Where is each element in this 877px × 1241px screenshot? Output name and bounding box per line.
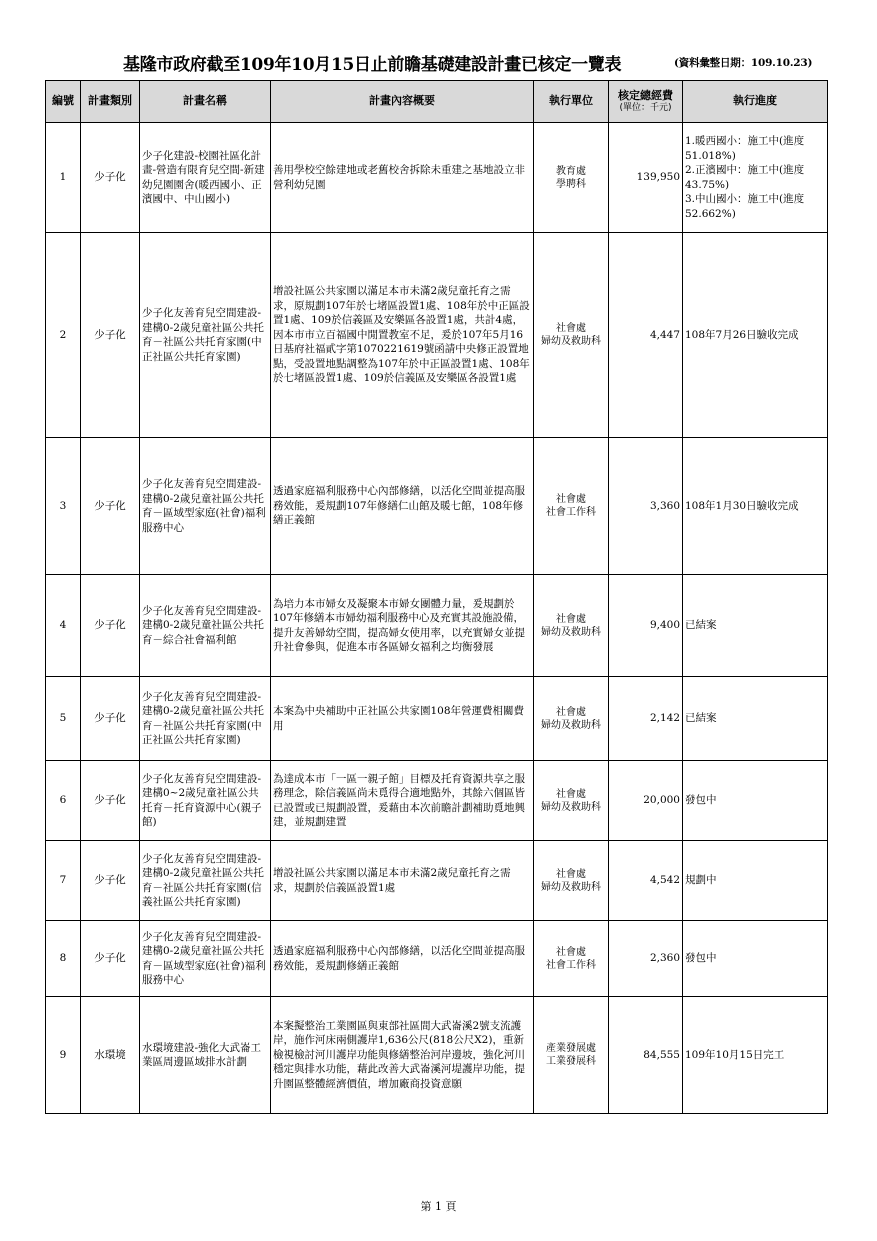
row-unit-section: 社會工作科 [546,959,596,971]
row-summary: 透過家庭福利服務中心內部修繕，以活化空間並提高服務效能，爰規劃107年修繕仁山館及暖七館，108年修繕正義館 [271,438,534,575]
row-summary: 為達成本市「一區一親子館」目標及托育資源共享之服務理念，除信義區尚未覓得合適地點外，其餘六個區皆已設置或已規劃設置，爰藉由本次前瞻計劃補助覓地興建，並規劃建置 [271,761,534,841]
table-row [46,233,828,438]
page-title: 基隆市政府截至109年10月15日止前瞻基礎建設計畫已核定一覽表 [123,55,622,75]
table-row [46,575,828,677]
row-budget: 20,000 [609,761,683,841]
row-number: 8 [46,921,81,997]
row-unit-section: 婦幼及救助科 [541,801,601,813]
row-progress-item: 108年1月30日驗收完成 [685,499,799,512]
header-budget [609,81,683,123]
row-category: 少子化 [81,761,140,841]
row-number: 5 [46,677,81,761]
row-number: 7 [46,841,81,921]
row-progress [683,677,828,761]
table-body [46,123,828,1114]
row-summary: 透過家庭福利服務中心內部修繕，以活化空間並提高服務效能，爰規劃修繕正義館 [271,921,534,997]
row-number: 2 [46,233,81,438]
row-unit-section: 婦幼及救助科 [541,626,601,638]
row-project-name: 少子化友善育兒空間建設-建構0-2歲兒童社區公共托育－社區公共托育家園(中正社區公共托育家園) [140,233,271,438]
project-table [45,80,828,1114]
row-unit [534,677,609,761]
row-project-name: 少子化友善育兒空間建設-建構0-2歲兒童社區公共托育－社區公共托育家園(信義社區公共托育家園) [140,841,271,921]
row-unit-section: 婦幼及救助科 [541,336,601,347]
row-progress-item: 已結案 [685,712,717,725]
row-category: 少子化 [81,921,140,997]
row-progress [683,921,828,997]
row-progress [683,841,828,921]
row-number: 6 [46,761,81,841]
row-progress-item: 發包中 [685,794,717,807]
row-project-name: 少子化友善育兒空間建設-建構0-2歲兒童社區公共托育－綜合社會福利館 [140,575,271,677]
row-number: 1 [46,123,81,233]
row-progress [683,575,828,677]
row-budget: 139,950 [609,123,683,233]
row-project-name: 水環境建設-強化大武崙工業區周邊區域排水計劃 [140,997,271,1114]
row-category: 水環境 [81,997,140,1114]
row-summary: 本案擬整治工業園區與東部社區間大武崙溪2號支流護岸，施作河床兩側護岸1,636公尺(818公尺X2)，重新檢視檢討河川護岸功能與修繕整治河岸邊坡，強化河川穩定與排水功能，藉此改善大武崙溪河堤護岸功能，提升園區整體經濟價值，增加廠商投資意願 [271,997,534,1114]
row-progress [683,761,828,841]
row-project-name: 少子化建設-校園社區化計畫-營造有限育兒空間-新建幼兒園園舍(暖西國小、正濱國中、中山國小) [140,123,271,233]
page-number: 第 1 頁 [420,1200,457,1213]
row-progress [683,123,828,233]
row-project-name: 少子化友善育兒空間建設-建構0-2歲兒童社區公共托育－社區公共托育家園(中正社區公共托育家園) [140,677,271,761]
row-budget: 9,400 [609,575,683,677]
row-progress [683,233,828,438]
row-unit-dept: 產業發展處 [546,1043,596,1054]
table-row [46,761,828,841]
row-progress-item: 1.暖西國小：施工中(進度51.018%) [685,135,805,162]
row-budget: 2,360 [609,921,683,997]
row-progress-item: 109年10月15日完工 [685,1048,785,1061]
row-category: 少子化 [81,438,140,575]
row-unit [534,997,609,1114]
row-unit-section: 婦幼及救助科 [541,719,601,731]
row-summary: 增設社區公共家園以滿足本市未滿2歲兒童托育之需求，原規劃107年於七堵區設置1處、108年於中正區設置1處、109於信義區及安樂區各設置1處，共計4處，因本市市立百福國中閒置教室不足，爰於107年5月16日基府社福貳字第1070221619號函請中央修正設置地點，受設置地點調整為107年於中正區設置1處、108年於七堵區設置1處、109於信義區及安樂區各設置1處 [271,233,534,438]
row-unit-dept: 社會處 [556,788,586,800]
table-row [46,677,828,761]
row-budget: 3,360 [609,438,683,575]
header-summary: 計畫內容概要 [271,81,534,123]
table-row [46,841,828,921]
row-unit [534,123,609,233]
table-row [46,997,828,1114]
table-row [46,438,828,575]
row-budget: 84,555 [609,997,683,1114]
row-progress-item: 108年7月26日驗收完成 [685,328,799,341]
row-unit [534,233,609,438]
row-project-name: 少子化友善育兒空間建設-建構0-2歲兒童社區公共托育－區域型家庭(社會)福利服務中心 [140,438,271,575]
row-progress-item: 2.正濱國中：施工中(進度43.75%) [685,164,805,191]
row-summary: 增設社區公共家園以滿足本市未滿2歲兒童托育之需求，規劃於信義區設置1處 [271,841,534,921]
row-project-name: 少子化友善育兒空間建設-建構0~2歲兒童社區公共托育－托育資源中心(親子館) [140,761,271,841]
row-unit [534,438,609,575]
row-category: 少子化 [81,677,140,761]
title-bar [0,50,877,74]
row-unit-section: 學聘科 [556,178,586,190]
row-progress-item: 已結案 [685,619,717,632]
header-budget-label: 核定總經費 [618,88,673,102]
row-category: 少子化 [81,123,140,233]
header-progress: 執行進度 [683,81,828,123]
row-budget: 4,447 [609,233,683,438]
row-summary: 為培力本市婦女及凝聚本市婦女團體力量，爰規劃於107年修繕本市婦幼福利服務中心及充實其設施設備，提升友善婦幼空間，提高婦女使用率，以充實婦女並提升社會參與，促進本市各區婦女福利之均衡發展 [271,575,534,677]
row-progress-item: 規劃中 [685,874,717,887]
table-header-row [46,81,828,123]
row-category: 少子化 [81,233,140,438]
row-progress [683,997,828,1114]
row-unit [534,575,609,677]
table-row [46,921,828,997]
row-summary: 善用學校空餘建地或老舊校舍拆除未重建之基地設立非營利幼兒園 [271,123,534,233]
row-number: 9 [46,997,81,1114]
row-unit-dept: 社會處 [556,946,586,958]
header-no: 編號 [46,81,81,123]
row-unit-dept: 社會處 [556,706,586,718]
table-row [46,123,828,233]
row-category: 少子化 [81,575,140,677]
row-unit [534,841,609,921]
header-unit: 執行單位 [534,81,609,123]
row-unit-dept: 社會處 [556,323,586,334]
row-unit-dept: 社會處 [556,494,586,505]
row-unit-section: 社會工作科 [546,507,596,518]
row-number: 3 [46,438,81,575]
row-summary: 本案為中央補助中正社區公共家園108年營運費相關費用 [271,677,534,761]
row-unit [534,921,609,997]
row-progress [683,438,828,575]
row-unit-dept: 教育處 [556,165,586,177]
row-budget: 4,542 [609,841,683,921]
row-progress-item: 3.中山國小：施工中(進度52.662%) [685,193,805,220]
header-category: 計畫類別 [81,81,140,123]
row-progress-item: 發包中 [685,952,717,965]
data-date: (資料彙整日期：109.10.23) [674,57,813,69]
row-unit [534,761,609,841]
row-unit-dept: 社會處 [556,613,586,625]
row-category: 少子化 [81,841,140,921]
row-unit-dept: 社會處 [556,868,586,880]
row-number: 4 [46,575,81,677]
row-unit-section: 婦幼及救助科 [541,881,601,893]
header-name: 計畫名稱 [140,81,271,123]
header-budget-unit: (單位：千元) [619,103,672,114]
row-budget: 2,142 [609,677,683,761]
row-unit-section: 工業發展科 [546,1056,596,1067]
row-project-name: 少子化友善育兒空間建設-建構0-2歲兒童社區公共托育－區域型家庭(社會)福利服務中心 [140,921,271,997]
